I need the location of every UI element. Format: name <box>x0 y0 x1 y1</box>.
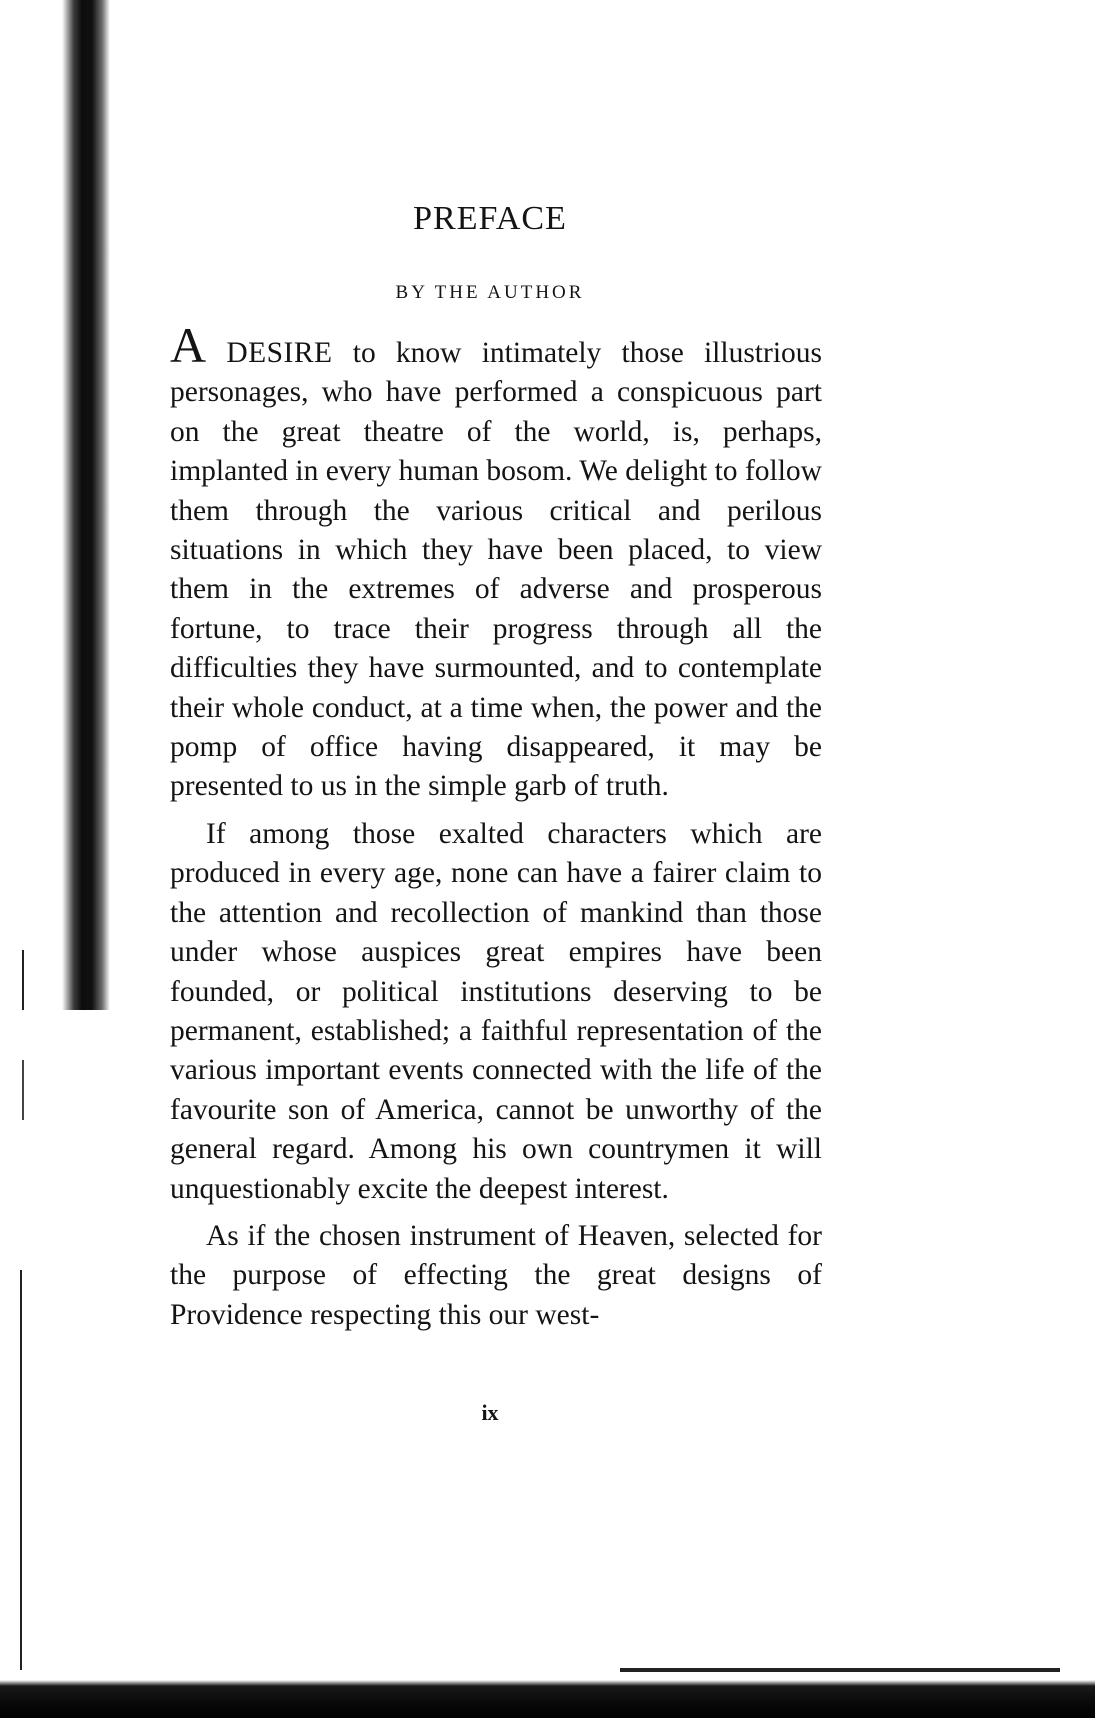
paragraph-1 <box>170 317 823 807</box>
paragraph-2: If among those exalted characters which are produced in every age, none can have a fairer claim to the attention and recollection of mankind than those under whose auspices great empires have been founded, or political institutions deserving to be permanent, established; a faithful representation of the various important events connected with the life of the favourite son of America, cannot be unworthy of the general regard. Among his own countrymen it will unquestionably excite the deepest interest. <box>170 817 822 1205</box>
scan-edge-mark <box>22 950 24 1010</box>
page-title: PREFACE <box>413 200 567 237</box>
bottom-scan-shadow <box>0 1680 1095 1718</box>
drop-cap: A <box>170 317 207 373</box>
page-subtitle: BY THE AUTHOR <box>395 282 585 303</box>
paragraph-1-text: to know intimately those illustrious personages, who have performed a conspicuous part on the great theatre of the world, is, perhaps, implanted in every human bosom. We delight to follow them through the various critical and perilous situations in which they have been placed, to view them in the extremes of adverse and prosperous fortune, to trace their progress through all the difficulties they have surmounted, and to contemplate their whole conduct, at a time when, the power and the pomp of office having disappeared, it may be presented to us in the simple garb of truth. <box>170 337 823 803</box>
paragraph-3: As if the chosen instrument of Heaven, selected for the purpose of effecting the great designs of Providence respecting this our west- <box>170 1219 822 1331</box>
lead-word: DESIRE <box>226 337 333 369</box>
page-number: ix <box>481 1400 499 1425</box>
binding-shadow <box>40 0 110 1010</box>
scan-edge-line <box>620 1668 1060 1672</box>
preface-body <box>170 317 823 1335</box>
scan-edge-line <box>20 1270 22 1670</box>
scan-edge-mark <box>22 1060 24 1120</box>
